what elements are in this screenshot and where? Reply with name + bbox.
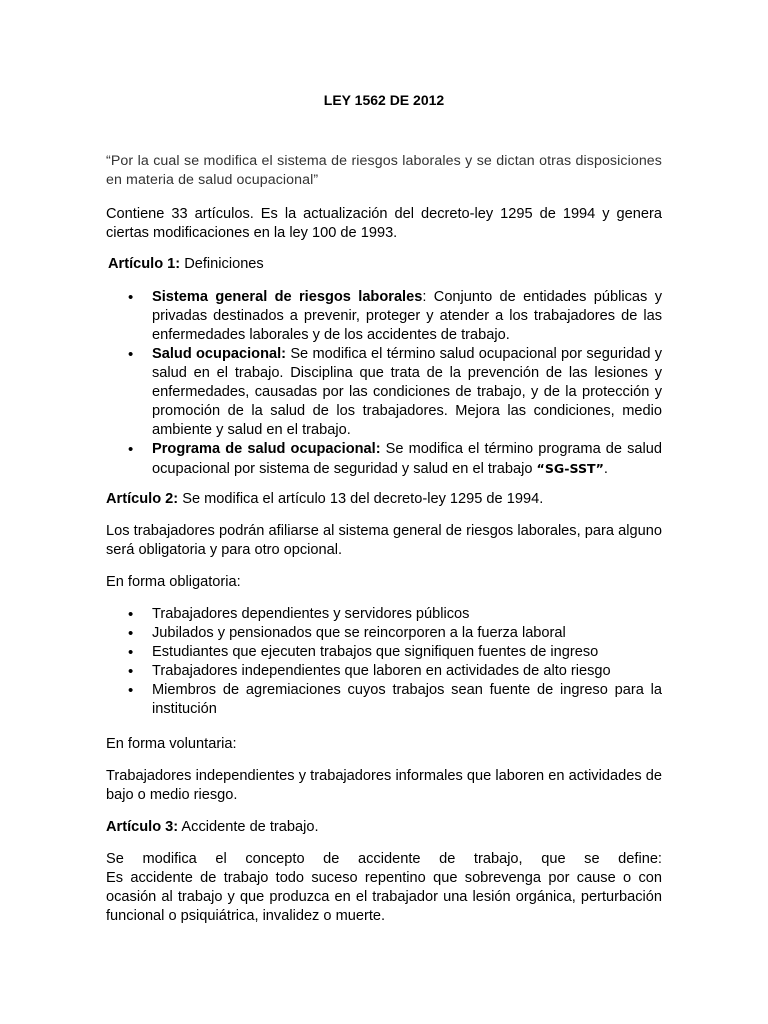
definitions-list <box>106 288 662 479</box>
definition-item <box>106 440 662 479</box>
list-item: • Trabajadores dependientes y servidores públicos <box>106 605 662 624</box>
article-1-text: Definiciones <box>180 256 264 272</box>
definition-text: Se modifica el término programa de salud ocupacional por sistema de seguridad y salud en el trabajo <box>152 441 662 477</box>
article-2-text: Se modifica el artículo 13 del decreto-ley 1295 de 1994. <box>178 491 544 507</box>
obligatoria-label: En forma obligatoria: <box>106 574 241 590</box>
article-2-label: Artículo 2: <box>106 491 179 507</box>
article-2-paragraph: Los trabajadores podrán afiliarse al sistema general de riesgos laborales, para alguno será obligatoria y para otro opcional. <box>106 523 662 558</box>
definition-text: Conjunto de entidades públicas y privadas destinados a prevenir, proteger y atender a los trabajadores de las enfermedades laborales y de los accidentes de trabajo. <box>152 289 662 343</box>
voluntaria-paragraph: Trabajadores independientes y trabajadores informales que laboren en actividades de bajo o medio riesgo. <box>106 768 662 803</box>
definition-item <box>106 288 662 345</box>
article-1-label: Artículo 1: <box>108 256 181 272</box>
intro-paragraph: Contiene 33 artículos. Es la actualización del decreto-ley 1295 de 1994 y genera ciertas modificaciones en la ley 100 de 1993. <box>106 206 662 241</box>
document-title: LEY 1562 DE 2012 <box>323 92 445 108</box>
definition-item <box>106 345 662 440</box>
definition-term: Programa de salud ocupacional: <box>152 441 381 457</box>
article-3-paragraph: Es accidente de trabajo todo suceso repentino que sobrevenga por cause o con ocasión al trabajo y que produzca en el trabajador una lesión orgánica, perturbación funcional o psiquiátrica, invalidez o muerte. <box>106 870 662 924</box>
list-item: • Estudiantes que ejecuten trabajos que signifiquen fuentes de ingreso <box>106 643 662 662</box>
list-item: • Trabajadores independientes que laboren en actividades de alto riesgo <box>106 662 662 681</box>
list-item: • Miembros de agremiaciones cuyos trabajos sean fuente de ingreso para la institución <box>106 681 662 719</box>
article-1-heading <box>108 255 664 274</box>
law-subtitle-quote: “Por la cual se modifica el sistema de riesgos laborales y se dictan otras disposiciones en materia de salud ocupacional” <box>106 153 662 188</box>
obligatoria-list <box>106 605 662 719</box>
definition-end: . <box>603 461 608 477</box>
article-2-heading <box>106 490 662 509</box>
definition-text: Se modifica el término salud ocupacional por seguridad y salud en el trabajo. Disciplina que trata de la prevención de las lesiones y enfermedades, causadas por las condiciones de trabajo, y de la protección y promoción de la salud de los trabajadores. Mejora las condiciones, medio ambiente y salud en el trabajo. <box>152 346 663 438</box>
definition-separator: : <box>422 289 434 305</box>
article-3-line-1: Se modifica el concepto de accidente de trabajo, que se define: <box>106 851 662 867</box>
article-3-text: Accidente de trabajo. <box>178 819 319 835</box>
definition-term: Sistema general de riesgos laborales <box>152 289 423 305</box>
voluntaria-label: En forma voluntaria: <box>106 736 237 752</box>
article-3-heading <box>106 818 662 837</box>
list-item: • Jubilados y pensionados que se reincorporen a la fuerza laboral <box>106 624 662 643</box>
sg-sst-acronym: “SG-SST” <box>536 461 604 476</box>
article-3-label: Artículo 3: <box>106 819 179 835</box>
definition-term: Salud ocupacional: <box>152 346 287 362</box>
